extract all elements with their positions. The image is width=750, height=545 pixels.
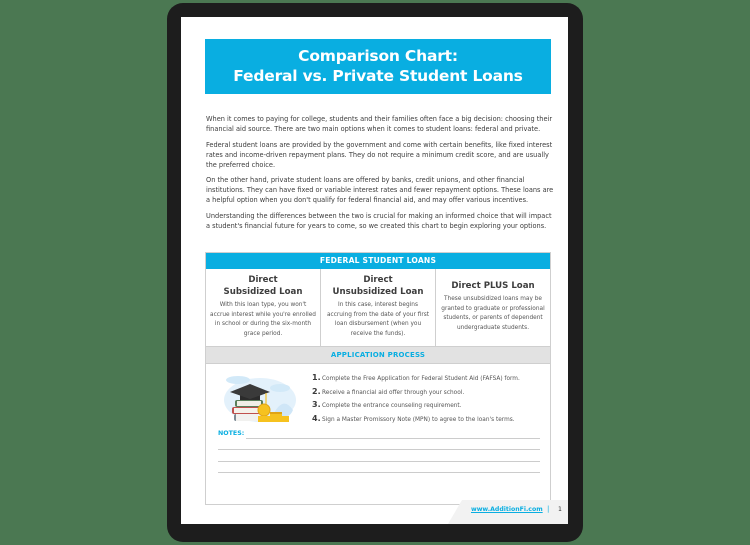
loan-name [325,274,431,298]
step-number: 4. [312,413,321,423]
loan-types-row [206,269,550,347]
notes-label: NOTES: [218,430,245,437]
step-number: 2. [312,386,321,396]
intro-paragraph: Federal student loans are provided by the government and come with certain benefits, like fixed interest rates and income-driven repayment plans. They do not require a minimum credit score, and are usually the preferred choice. [206,140,553,169]
loan-column-plus [435,269,550,346]
federal-loans-table [205,252,551,505]
notes-line[interactable] [246,438,540,439]
loan-description: With this loan type, you won't accrue interest while you're enrolled in school or during the six-month grace period. [210,302,316,337]
application-step [312,386,520,400]
title-banner [205,39,551,94]
application-process-header: APPLICATION PROCESS [206,347,550,364]
step-number: 1. [312,373,321,382]
website-link[interactable]: www.AdditionFi.com [471,506,543,513]
title-line-1: Comparison Chart: [298,47,458,65]
step-text: Complete the entrance counseling requirement. [322,403,462,409]
intro-paragraph: On the other hand, private student loans are offered by banks, credit unions, and other financial institutions. They can have fixed or variable interest rates and fewer repayment options. These loans are a helpful option when you don't qualify for federal financial aid, and may offer various incentives. [206,176,554,204]
step-text: Complete the Free Application for Federal Student Aid (FAFSA) form. [322,376,520,382]
intro-paragraph: Understanding the differences between the two is crucial for making an informed choice that will impact a student's financial future for years to come, so we created this chart to begin exploring your options. [206,211,552,230]
step-number: 3. [312,400,321,409]
loan-column-unsubsidized [320,269,435,346]
loan-name [210,274,316,298]
loan-name-line: Unsubsidized Loan [332,287,424,297]
title-line-2: Federal vs. Private Student Loans [233,67,523,85]
notes-line[interactable] [218,472,540,473]
federal-loans-header: FEDERAL STUDENT LOANS [206,253,550,269]
loan-name [440,274,546,292]
graduation-cap-books-coins-icon [218,370,298,425]
loan-name-line: Direct PLUS Loan [451,281,535,291]
page-number: 1 [558,506,562,513]
document-page [181,17,568,524]
step-text: Receive a financial aid offer through your school. [322,389,465,396]
notes-line[interactable] [218,461,540,462]
loan-column-subsidized [206,269,320,346]
application-step [312,413,520,427]
application-steps-list [312,372,520,426]
notes-line[interactable] [218,449,540,450]
intro-text [206,114,554,236]
loan-description: These unsubsidized loans may be granted to graduate or professional students, or parents of dependent undergraduate students. [441,296,545,331]
step-text: Sign a Master Promissory Note (MPN) to agree to the loan's terms. [322,416,515,423]
loan-description: In this case, interest begins accruing from the date of your first loan disbursement (when you receive the funds). [326,302,430,337]
loan-name-line: Subsidized Loan [223,287,303,297]
application-process-body [206,364,550,504]
loan-name-line: Direct [363,275,393,285]
intro-paragraph: When it comes to paying for college, students and their families often face a big decision: choosing their financial aid source. There are two main options when it comes to student loans: federal and private. [206,115,553,133]
loan-name-line: Direct [248,275,278,285]
application-step [312,372,520,386]
footer-separator: | [547,505,550,513]
application-step [312,399,520,413]
